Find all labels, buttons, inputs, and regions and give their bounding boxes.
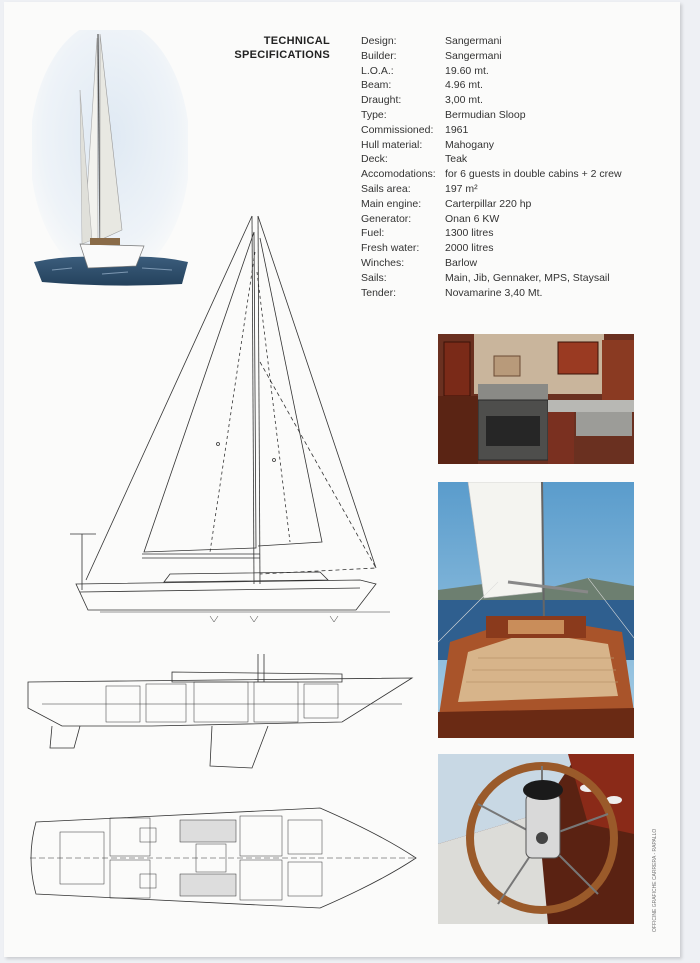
spec-label: Winches: (361, 256, 405, 269)
spec-value: Novamarine 3,40 Mt. (445, 286, 543, 299)
spec-value: 3,00 mt. (445, 94, 483, 107)
spec-row (361, 34, 622, 49)
spec-value: 19.60 mt. (445, 64, 489, 77)
spec-value: Sangermani (445, 49, 502, 62)
spec-value: Onan 6 KW (445, 212, 500, 225)
spec-row (361, 271, 622, 286)
spec-row (361, 138, 622, 153)
deck-plan-drawing (20, 802, 420, 914)
spec-label: Main engine: (361, 197, 422, 210)
spec-label: Tender: (361, 286, 397, 299)
spec-row (361, 256, 622, 271)
spec-row (361, 197, 622, 212)
spec-value: 197 m² (445, 182, 478, 195)
spec-value: 1300 litres (445, 227, 494, 240)
spec-label: Generator: (361, 212, 412, 225)
spec-label: Type: (361, 108, 387, 121)
spec-label: Draught: (361, 94, 402, 107)
helm-photo (438, 754, 634, 924)
spec-row (361, 78, 622, 93)
spec-row (361, 64, 622, 79)
spec-label: Builder: (361, 49, 397, 62)
spec-row (361, 49, 622, 64)
spec-value: Teak (445, 153, 468, 166)
spec-value: 4.96 mt. (445, 79, 483, 92)
spec-label: Design: (361, 35, 397, 47)
deck-photo (438, 482, 634, 738)
spec-value: Sangermani (445, 35, 502, 47)
spec-label: Hull material: (361, 138, 423, 151)
galley-photo (438, 334, 634, 464)
spec-label: Fresh water: (361, 242, 420, 255)
sail-plan-drawing (60, 212, 390, 622)
spec-row (361, 123, 622, 138)
spec-row (361, 108, 622, 123)
spec-value: 1961 (445, 123, 469, 136)
spec-row (361, 152, 622, 167)
brochure-page (4, 2, 680, 957)
spec-label: Sails: (361, 271, 387, 284)
profile-section-drawing (22, 652, 422, 772)
specifications-title: TECHNICAL SPECIFICATIONS (234, 35, 330, 61)
spec-value: Barlow (445, 256, 478, 269)
spec-row (361, 182, 622, 197)
spec-row (361, 212, 622, 227)
spec-row (361, 93, 622, 108)
spec-label: Commissioned: (361, 123, 434, 136)
spec-label: Sails area: (361, 182, 411, 195)
spec-label: Deck: (361, 153, 388, 166)
spec-label: Beam: (361, 79, 392, 92)
spec-value: for 6 guests in double cabins + 2 crew (445, 168, 622, 181)
spec-row (361, 167, 622, 182)
spec-value: 2000 litres (445, 242, 494, 255)
spec-label: Fuel: (361, 227, 385, 240)
spec-value: Main, Jib, Gennaker, MPS, Staysail (445, 271, 610, 284)
specifications-table (361, 34, 622, 300)
spec-label: Accomodations: (361, 168, 436, 181)
spec-row (361, 286, 622, 301)
spec-row (361, 226, 622, 241)
spec-label: L.O.A.: (361, 64, 394, 77)
spec-row (361, 241, 622, 256)
spec-value: Bermudian Sloop (445, 108, 526, 121)
printer-credit: OFFICINE GRAFICHE CARRERA - RAPALLO (652, 828, 658, 932)
spec-value: Mahogany (445, 138, 495, 151)
spec-value: Carterpillar 220 hp (445, 197, 532, 210)
